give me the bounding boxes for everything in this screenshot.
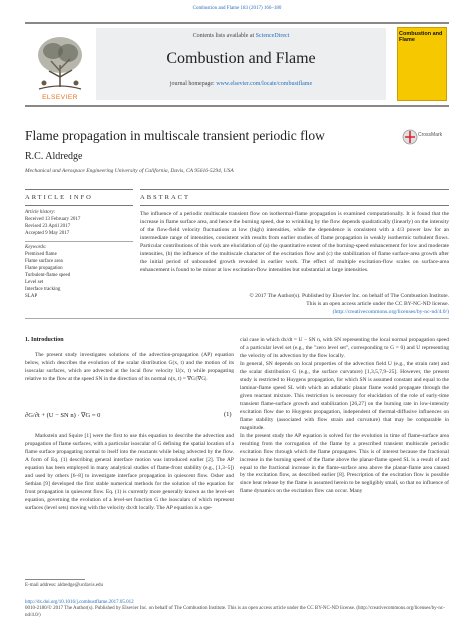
homepage-link[interactable]: www.elsevier.com/locate/combustflame (216, 81, 313, 87)
author-email: E-mail address: aldredge@ucdavis.edu (25, 583, 104, 588)
contents-available (96, 33, 386, 39)
keyword: Turbulent-flame speed (25, 273, 71, 278)
keyword: SLAP (25, 294, 38, 299)
keywords-label: Keywords: (25, 245, 47, 250)
journal-reference[interactable]: Combustion and Flame 183 (2017) 166–180 (192, 6, 282, 11)
article-history (25, 209, 133, 237)
divider (140, 189, 449, 190)
keyword: Level set (25, 280, 44, 285)
cover-title: Combustion and Flame (399, 31, 443, 44)
divider (25, 189, 133, 190)
abstract-text: The influence of a periodic multiscale transient flow on isothermal-flame propagation is examined computationally. It is found that the increase in flame surface area, and hence the burning speed, due to wrinkling by the flow depends quadratically (linearly) on the intensity of the flow-field velocity fluctuations at low (high) intensities, while the dependence is consistent with a 4/3 power law for an intermediate range of intensities, consistent with results from earlier studies of flame propagation in weakly isothermic turbulent flows. Particular contributions of this work are elucidation of (a) the quantitative extent of the burning-speed enhancement for low and moderate intensities, (b) the influence of the multiscale character of the excitation flow and (c) the stabilization of flame surface-area growth after the initial period of unbounded growth revealed in earlier work. The effect of multiple excitation-flow scales on surface-area enhancement is found to be minor at low excitation-flow intensities but substantial at large intensities. (140, 211, 449, 274)
history-accepted: Accepted 9 May 2017 (25, 231, 70, 236)
intro-paragraph: Markstein and Squire [1] were the first to use this equation to describe the advection and propagation of flame surfaces, with a particular isoscalar of G defining the spatial location of a flame surface propagating normal to itself into the reactants while being advected by the flow. A form of Eq. (1) describing general interface motion was introduced earlier [2]. The AP equation has been employed in many analytical studies of flame-front stability (e.g., [1,3–5]) and used by others [6–8] to investigate interface propagation in quiescent flow. Osher and Sethian [9] developed the first stable numerical methods for the solution of the equation for front propagation in quiescent flow. Eq. (1) is currently more generally known as the level-set equation, governing the evolution of a level-set function G the isoscalars of which represent surfaces (level sets) moving with the velocity dx/dt locally. The AP equation is a spe- (25, 433, 234, 511)
equation-number: (1) (224, 411, 232, 418)
journal-homepage (96, 81, 386, 87)
keyword: Interface tracking (25, 287, 61, 292)
equation: ∂G/∂t + (U − SN n) · ∇G = 0 (25, 412, 101, 419)
history-received: Received 13 February 2017 (25, 217, 81, 222)
abstract-heading: ABSTRACT (140, 194, 190, 201)
intro-paragraph: The present study investigates solutions of the advection-propagation (AP) equation below, which describes the evolution of the scalar distribution G(x, t) and the motion of its isoscalar surfaces, which are advected at the local flow velocity U(x, t) while propagating relative to the flow at the speed SN in the direction of its normal n(x, t) = ∇G/|∇G|. (25, 352, 234, 382)
author-affiliation: Mechanical and Aerospace Engineering University of California, Davis, CA 95616-5294, USA (25, 168, 234, 174)
divider (25, 241, 133, 242)
journal-title: Combustion and Flame (166, 50, 316, 67)
license-link[interactable]: (http://creativecommons.org/licenses/by-nc-nd/4.0/) (332, 309, 449, 316)
history-revised: Revised 23 April 2017 (25, 224, 71, 229)
keyword: Flame surface area (25, 259, 63, 264)
sciencedirect-link[interactable]: ScienceDirect (255, 33, 290, 39)
author-name: R.C. Aldredge (25, 151, 83, 162)
keyword: Flame propagation (25, 266, 63, 271)
divider (25, 318, 449, 319)
article-title: Flame propagation in multiscale transient periodic flow (25, 128, 325, 143)
divider (25, 205, 133, 206)
copyright-line: © 2017 The Author(s). Published by Elsevier Inc. on behalf of The Combustion Institute. (249, 293, 449, 299)
abstract-copyright (140, 292, 449, 316)
article-info-heading: ARTICLE INFO (25, 194, 93, 201)
publisher-name: ELSEVIER (42, 94, 78, 101)
contents-prefix: Contents lists available at (192, 33, 256, 39)
divider (140, 205, 449, 206)
homepage-prefix: journal homepage: (169, 81, 217, 87)
license-footer: 0010-2180/© 2017 The Author(s). Published by Elsevier Inc. on behalf of The Combustion Institute. This is an open access article under the CC BY-NC-ND license. (http://creativecommons.org/licenses/by-nc-nd/4.0/) (25, 606, 445, 618)
crossmark-label[interactable]: CrossMark (418, 132, 443, 138)
footnote-divider (25, 579, 85, 580)
keywords-list (25, 244, 133, 300)
intro-paragraph: cial case in which dx/dt = U − SN n, with SN representing the local normal propagation speed of a particular level set (e.g., the "zero level set", corresponding to G = 0) and U representing the velocity of its advection by the flow locally. In general, SN depends on local properties of the advection field U (e.g., the strain rate) and the scalar distribution G (e.g., the surface curvature) [1,3,5,7,9–25]. However, the present study is restricted to Huygens propagation, for which SN is assumed constant and equal to the laminar-flame speed SL with which an adiabatic planar flame would propagate through the given reactant mixture. This restriction is necessary for elucidation of the role of early-time transient flame-surface growth and stabilization [26,27] on the burning rate in low-intensity excitation flow due to Huygens propagation, independent of thermal-diffusive influences on flame stability (associated with flow strain and curvature) that may be comparable in magnitude. In the present study the AP equation is solved for the evolution in time of flame-surface area resulting from the corrugation of the flame by a prescribed transient multiscale periodic excitation flow through which the flame propagates. This is of interest because the fractional increase in the burning speed of the flame above the planar-flame speed SL is a result of and equal to the fractional increase in the flame-surface area above the planar-flame area caused by the excitation flow, as described earlier [8]. Prescription of the excitation flow is possible since heat release by the flame is assumed herein to be negligibly small, so that no influence of flame dynamics on the excitation flow can occur. Many (240, 337, 449, 495)
elsevier-tree-logo (29, 27, 91, 101)
section-heading: 1. Introduction (25, 337, 64, 343)
license-line: This is an open access article under the CC BY-NC-ND license. (306, 301, 449, 308)
keyword: Premixed flame (25, 252, 57, 257)
history-label: Article history: (25, 210, 56, 215)
doi-link[interactable]: http://dx.doi.org/10.1016/j.combustflame.2017.05.012 (25, 600, 134, 605)
